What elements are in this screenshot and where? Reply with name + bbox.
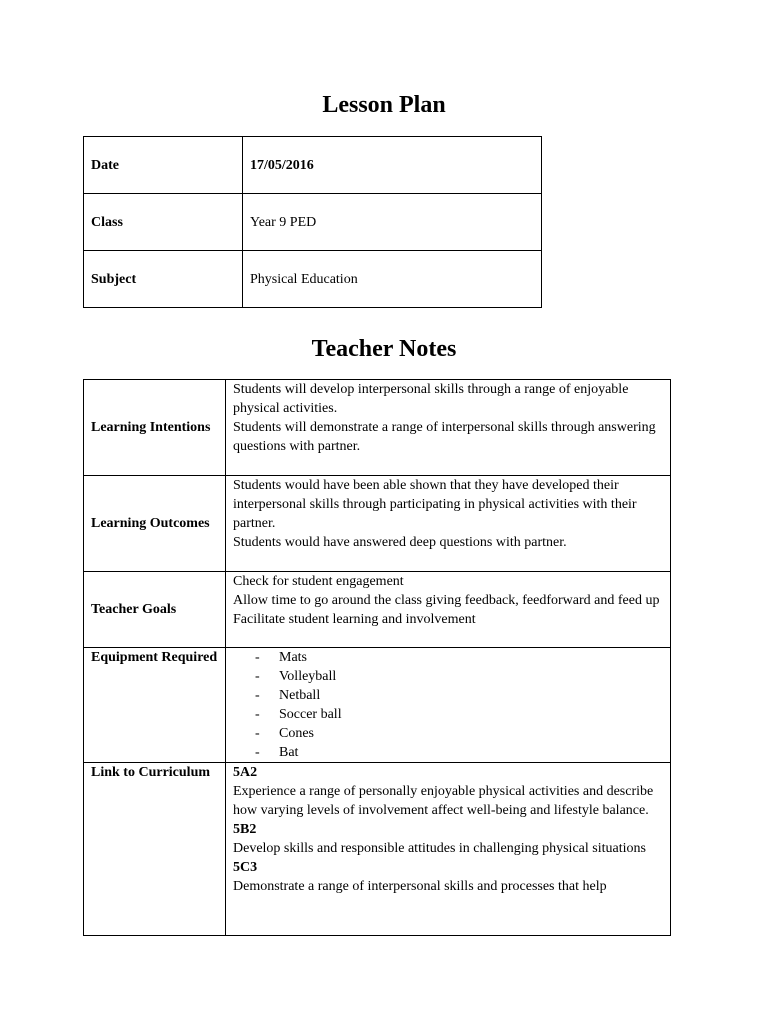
curriculum-code: 5B2 (233, 822, 257, 837)
curriculum-label: Link to Curriculum (84, 763, 226, 936)
row-teacher-goals (84, 572, 671, 648)
info-row-date (84, 137, 542, 194)
class-label: Class (84, 194, 243, 251)
text-line: Students will demonstrate a range of interpersonal skills through answering questions with partner. (233, 420, 656, 454)
text-line: Facilitate student learning and involvement (233, 612, 476, 627)
date-value: 17/05/2016 (243, 137, 542, 194)
date-label: Date (84, 137, 243, 194)
text-line: Students will develop interpersonal skills through a range of enjoyable physical activities. (233, 382, 629, 416)
curriculum-text: Demonstrate a range of interpersonal skills and processes that help (233, 879, 607, 894)
info-row-class (84, 194, 542, 251)
learning-outcomes-label: Learning Outcomes (84, 476, 226, 572)
teacher-notes-table (83, 379, 671, 936)
equipment-item: - Volleyball (233, 667, 670, 686)
teacher-notes-title: Teacher Notes (311, 336, 457, 362)
equipment-label: Equipment Required (84, 648, 226, 763)
row-learning-intentions (84, 380, 671, 476)
row-equipment (84, 648, 671, 763)
equipment-item: - Cones (233, 724, 670, 743)
equipment-item: - Soccer ball (233, 705, 670, 724)
class-value: Year 9 PED (243, 194, 542, 251)
page-title: Lesson Plan (322, 92, 446, 118)
curriculum-text: Develop skills and responsible attitudes in challenging physical situations (233, 841, 646, 856)
equipment-content (226, 648, 671, 763)
subject-label: Subject (84, 251, 243, 308)
learning-intentions-content (226, 380, 671, 476)
curriculum-code: 5A2 (233, 765, 258, 780)
text-line: Allow time to go around the class giving feedback, feedforward and feed up (233, 593, 660, 608)
row-curriculum (84, 763, 671, 936)
equipment-item: - Netball (233, 686, 670, 705)
text-line: Students would have answered deep questions with partner. (233, 535, 567, 550)
teacher-goals-label: Teacher Goals (84, 572, 226, 648)
text-line: Students would have been able shown that they have developed their interpersonal skills through participating in physical activities with their partner. (233, 478, 637, 531)
equipment-item: - Bat (233, 743, 670, 762)
teacher-goals-content (226, 572, 671, 648)
learning-intentions-label: Learning Intentions (84, 380, 226, 476)
equipment-item: - Mats (233, 648, 670, 667)
equipment-list (233, 648, 670, 762)
subject-value: Physical Education (243, 251, 542, 308)
lesson-info-table (83, 136, 542, 308)
learning-outcomes-content (226, 476, 671, 572)
text-line: Check for student engagement (233, 574, 404, 589)
info-row-subject (84, 251, 542, 308)
curriculum-text: Experience a range of personally enjoyable physical activities and describe how varying levels of involvement affect well-being and lifestyle balance. (233, 784, 654, 818)
curriculum-code: 5C3 (233, 860, 258, 875)
row-learning-outcomes (84, 476, 671, 572)
curriculum-content (226, 763, 671, 936)
